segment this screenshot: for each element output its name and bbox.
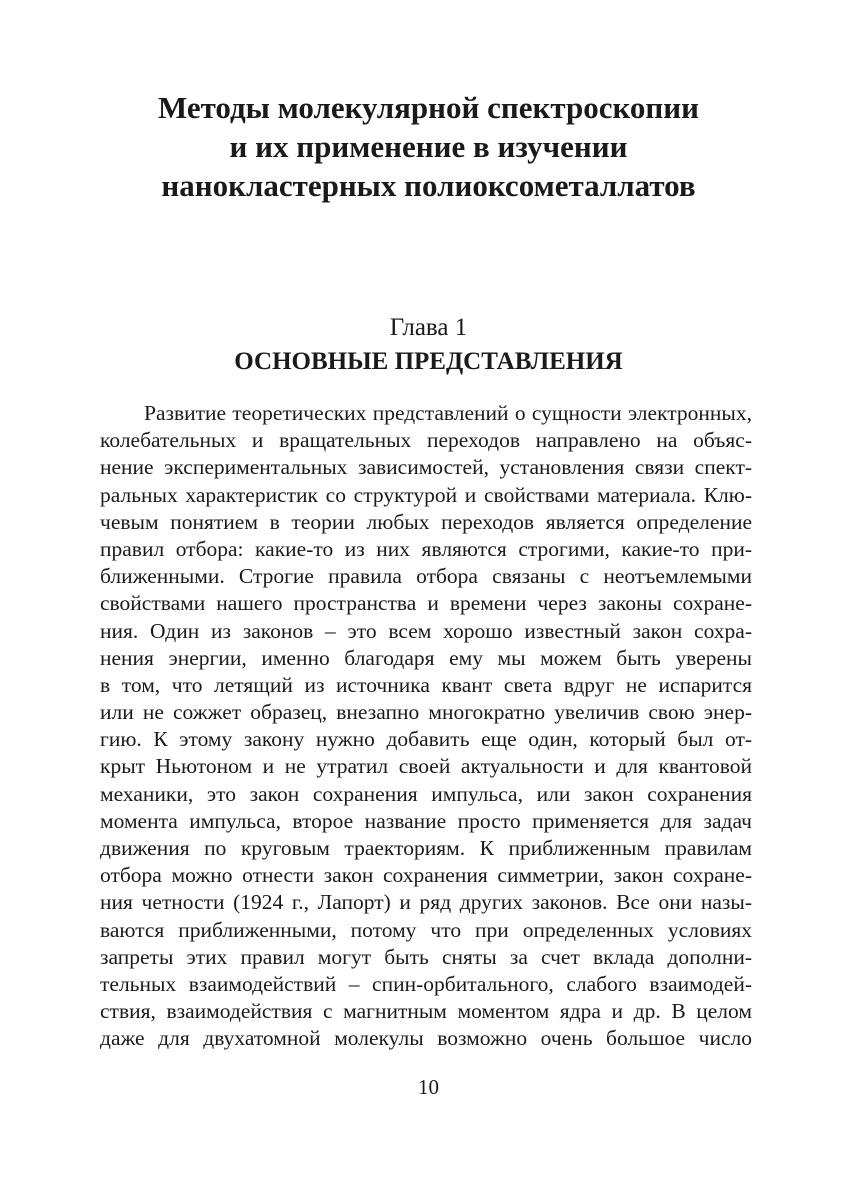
paragraph-line: нения энергии, именно благодаря ему мы можем быть уверены [100,645,752,670]
paragraph-line: запреты этих правил могут быть сняты за счет вклада дополни- [100,944,752,969]
paragraph-line: чевым понятием в теории любых переходов является определение [100,509,752,534]
book-title-line: Методы молекулярной спектроскопии [157,90,700,125]
paragraph-line: правил отбора: какие-то из них являются строгими, какие-то при- [100,536,752,561]
paragraph-line: момента импульса, второе название просто применяется для задач [100,808,752,833]
paragraph-line: ния. Один из законов – это всем хорошо известный закон сохра- [100,618,752,643]
paragraph-line: ральных характеристик со структурой и свойствами материала. Клю- [100,482,752,507]
paragraph-line: даже для двухатомной молекулы возможно очень большое число [100,1026,752,1051]
page-number: 10 [418,1075,439,1099]
paragraph-line: в том, что летящий из источника квант света вдруг не испарится [100,672,752,697]
book-title-line: нанокластерных полиоксометаллатов [161,168,696,203]
paragraph-line: свойствами нашего пространства и времени через законы сохране- [100,591,752,616]
paragraph-line: ваются приближенными, потому что при определенных условиях [100,917,752,942]
paragraph-line: гию. К этому закону нужно добавить еще один, который был от- [100,727,752,752]
paragraph-line: ближенными. Строгие правила отбора связаны с неотъемлемыми [100,564,752,589]
paragraph-line: движения по круговым траекториям. К приближенным правилам [100,836,752,860]
paragraph-line: отбора можно отнести закон сохранения симметрии, закон сохране- [100,863,752,888]
paragraph-line: крыт Ньютоном и не утратил своей актуальности и для квантовой [100,754,752,779]
paragraph-line: механики, это закон сохранения импульса, или закон сохранения [100,781,752,806]
chapter-heading: ОСНОВНЫЕ ПРЕДСТАВЛЕНИЯ [234,348,623,375]
body-paragraph [100,400,752,1053]
book-title-line: и их применение в изучении [229,129,628,164]
chapter-label: Глава 1 [389,314,468,341]
paragraph-line: ствия, взаимодействия с магнитным моментом ядра и др. В целом [100,999,752,1024]
paragraph-line: или не сожжет образец, внезапно многократно увеличив свою энер- [100,700,752,725]
paragraph-line: Развитие теоретических представлений о сущности электронных, [144,401,752,425]
paragraph-line: нение экспериментальных зависимостей, установления связи спект- [100,455,752,480]
paragraph-line: ния четности (1924 г., Лапорт) и ряд других законов. Все они назы- [100,890,752,915]
paragraph-line: тельных взаимодействий – спин-орбитального, слабого взаимодей- [100,971,752,996]
paragraph-line: колебательных и вращательных переходов направлено на объяс- [100,428,752,453]
book-title [100,88,757,205]
